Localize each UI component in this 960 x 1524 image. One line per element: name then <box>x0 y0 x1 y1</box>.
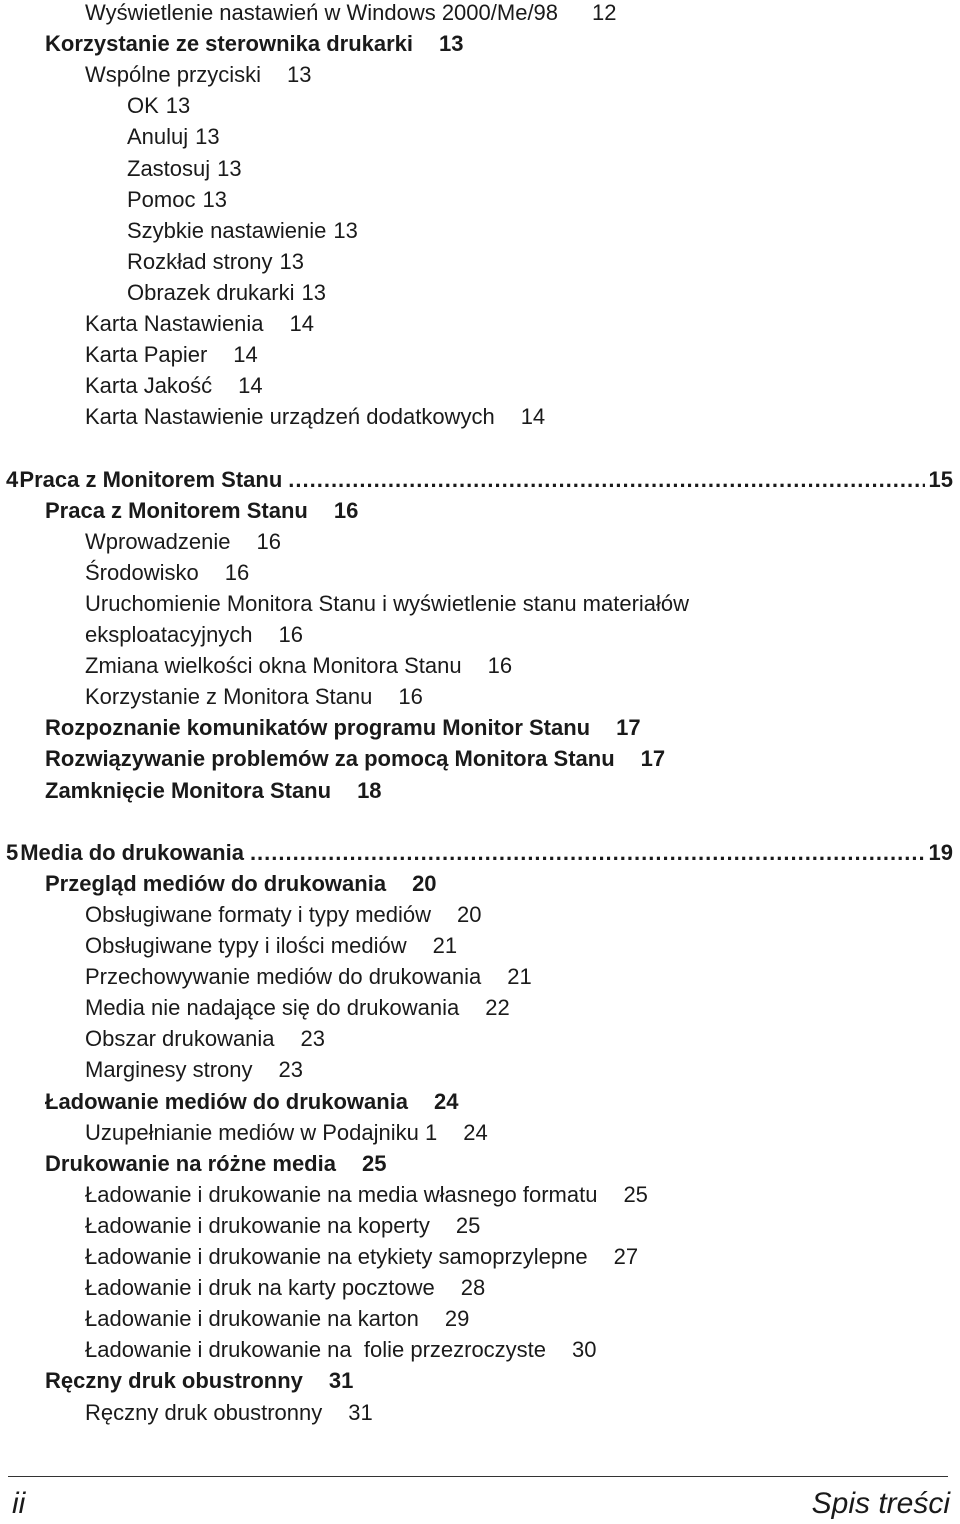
toc-entry-page: 16 <box>256 528 281 554</box>
toc-entry-page: 25 <box>623 1181 648 1207</box>
toc-entry-page: 27 <box>613 1244 639 1269</box>
toc-entry-page: 23 <box>278 1057 303 1083</box>
footer-section-title: Spis treści <box>811 1487 950 1520</box>
toc-entry-page: 14 <box>238 373 263 399</box>
toc-subsection-entry <box>0 899 960 930</box>
toc-entry-page: 17 <box>640 746 666 772</box>
toc-entry-page: 16 <box>278 622 304 647</box>
toc-dot-leader <box>250 837 925 868</box>
toc-entry-title: Wyświetlenie nastawień w Windows 2000/Me/98 <box>85 0 559 25</box>
toc-entry-page: 13 <box>333 217 358 243</box>
toc-subsection-entry <box>0 1397 960 1428</box>
toc-subsection-entry <box>0 121 960 152</box>
toc-entry-title: Zmiana wielkości okna Monitora Stanu <box>85 653 462 679</box>
toc-entry-title: Karta Papier <box>85 342 208 368</box>
toc-chapter-page: 15 <box>928 466 953 492</box>
toc-entry-page: 14 <box>233 342 258 368</box>
toc-subsection-entry <box>0 588 960 619</box>
toc-entry-page: 13 <box>195 124 220 150</box>
toc-entry-title: Obsługiwane typy i ilości mediów <box>85 933 407 958</box>
toc-chapter-entry <box>0 837 953 868</box>
toc-entry-title: Przegląd mediów do drukowania <box>45 870 387 896</box>
toc-chapter-title: Media do drukowania <box>20 839 244 865</box>
toc-section-entry <box>0 743 960 774</box>
toc-entry-title: Zamknięcie Monitora Stanu <box>45 777 332 803</box>
toc-entry-title: Rozkład strony <box>127 248 273 274</box>
toc-entry-title: Praca z Monitorem Stanu <box>45 497 308 523</box>
toc-entry-title: Karta Jakość <box>85 373 213 399</box>
toc-entry-page: 16 <box>398 684 423 710</box>
toc-entry-page: 22 <box>485 995 510 1021</box>
toc-entry-title: Karta Nastawienia <box>85 311 264 336</box>
toc-entry-title: Ładowanie i druk na karty pocztowe <box>85 1275 435 1301</box>
toc-entry-title: Ładowanie mediów do drukowania <box>45 1088 409 1114</box>
toc-subsection-entry <box>0 308 960 339</box>
toc-entry-title: Ładowanie i drukowanie na media własnego formatu <box>85 1181 598 1207</box>
toc-entry-page: 24 <box>434 1088 459 1114</box>
footer-divider <box>8 1476 948 1477</box>
toc-entry-title: Obszar drukowania <box>85 1026 275 1052</box>
toc-entry-page: 21 <box>432 933 458 958</box>
toc-subsection-entry <box>0 1241 960 1272</box>
toc-entry-title: Media nie nadające się do drukowania <box>85 995 460 1021</box>
toc-entry-title: Ładowanie i drukowanie na etykiety samoprzylepne <box>85 1244 588 1269</box>
toc-section-entry <box>0 868 960 899</box>
toc-entry-page: 16 <box>224 559 250 585</box>
toc-subsection-entry <box>0 1023 960 1054</box>
toc-entry-page: 30 <box>572 1337 597 1363</box>
toc-entry-page: 31 <box>348 1399 373 1425</box>
toc-chapter-number: 5 <box>6 839 19 865</box>
toc-entry-title: Rozwiązywanie problemów za pomocą Monitora Stanu <box>45 746 615 772</box>
toc-entry-title: Ładowanie i drukowanie na karton <box>85 1306 419 1332</box>
toc-entry-page: 13 <box>287 62 312 88</box>
toc-entry-page: 13 <box>439 31 464 57</box>
toc-entry-page: 12 <box>592 0 617 25</box>
toc-section-entry <box>0 1148 960 1179</box>
toc-section-entry <box>0 712 960 743</box>
toc-dot-leader <box>288 464 924 495</box>
toc-entry-page: 18 <box>357 777 382 803</box>
toc-subsection-entry <box>0 650 960 681</box>
toc-subsection-entry <box>0 1303 960 1334</box>
toc-subsection-entry <box>0 1117 960 1148</box>
toc-subsection-entry <box>0 930 960 961</box>
toc-subsection-entry <box>0 59 960 90</box>
toc-entry-title: Korzystanie z Monitora Stanu <box>85 684 373 710</box>
toc-entry-page: 24 <box>463 1119 488 1145</box>
toc-subsection-entry <box>0 0 960 28</box>
toc-subsection-entry <box>0 1054 960 1085</box>
toc-entry-page: 13 <box>301 279 326 305</box>
toc-entry-title: Wprowadzenie <box>85 528 231 554</box>
toc-entry-title: Obsługiwane formaty i typy mediów <box>85 901 432 927</box>
toc-section-entry <box>0 495 960 526</box>
toc-subsection-entry <box>0 277 960 308</box>
toc-entry-page: 16 <box>487 653 513 679</box>
toc-subsection-entry <box>0 90 960 121</box>
toc-subsection-entry <box>0 619 960 650</box>
toc-entry-title: Wspólne przyciski <box>85 62 262 88</box>
toc-entry-title: Obrazek drukarki <box>127 279 295 305</box>
toc-entry-title: Uruchomienie Monitora Stanu i wyświetlenie stanu materiałów <box>85 590 690 616</box>
toc-section-entry <box>0 1365 960 1396</box>
toc-subsection-entry <box>0 557 960 588</box>
footer-page-number: ii <box>12 1487 26 1520</box>
toc-entry-page: 13 <box>165 93 191 119</box>
toc-entry-title: OK <box>127 93 159 119</box>
toc-entry-page: 25 <box>455 1212 481 1238</box>
toc-subsection-entry <box>0 1179 960 1210</box>
toc-entry-page: 28 <box>460 1275 486 1301</box>
toc-chapter-entry <box>0 464 953 495</box>
toc-chapter-number: 4 <box>6 466 19 492</box>
toc-entry-page: 13 <box>279 248 304 274</box>
toc-chapter-page: 19 <box>928 839 953 865</box>
toc-subsection-entry <box>0 401 960 432</box>
toc-subsection-entry <box>0 184 960 215</box>
toc-subsection-entry <box>0 370 960 401</box>
toc-entry-title: Przechowywanie mediów do drukowania <box>85 964 482 990</box>
toc-subsection-entry <box>0 526 960 557</box>
toc-entry-page: 21 <box>507 964 532 990</box>
toc-entry-title: Marginesy strony <box>85 1057 253 1083</box>
toc-subsection-entry <box>0 1272 960 1303</box>
toc-entry-page: 13 <box>217 155 242 181</box>
toc-section-entry <box>0 1086 960 1117</box>
toc-subsection-entry <box>0 1334 960 1365</box>
toc-chapter-title: Praca z Monitorem Stanu <box>19 466 283 492</box>
toc-entry-title: Drukowanie na różne media <box>45 1150 336 1176</box>
toc-subsection-entry <box>0 992 960 1023</box>
toc-entry-page: 23 <box>300 1026 326 1052</box>
toc-subsection-entry <box>0 1210 960 1241</box>
toc-entry-title: Uzupełnianie mediów w Podajniku 1 <box>85 1119 438 1145</box>
toc-entry-title: Ładowanie i drukowanie na folie przezroczyste <box>85 1337 547 1363</box>
toc-entry-title: Ładowanie i drukowanie na koperty <box>85 1212 430 1238</box>
toc-entry-title: Ręczny druk obustronny <box>45 1368 303 1394</box>
toc-entry-page: 13 <box>202 186 227 212</box>
toc-entry-page: 16 <box>333 497 359 523</box>
toc-entry-page: 20 <box>457 901 482 927</box>
toc-section-entry <box>0 775 960 806</box>
toc-entry-title: Korzystanie ze sterownika drukarki <box>45 31 414 57</box>
toc-entry-title: Ręczny druk obustronny <box>85 1399 323 1425</box>
toc-subsection-entry <box>0 246 960 277</box>
toc-entry-title: Środowisko <box>85 559 199 585</box>
toc-entry-page: 14 <box>289 311 315 336</box>
toc-entry-title: eksploatacyjnych <box>85 622 253 647</box>
toc-entry-title: Anuluj <box>127 124 189 150</box>
toc-subsection-entry <box>0 681 960 712</box>
toc-entry-page: 20 <box>412 870 437 896</box>
toc-entry-page: 31 <box>328 1368 354 1394</box>
toc-entry-title: Pomoc <box>127 186 196 212</box>
toc-subsection-entry <box>0 153 960 184</box>
toc-entry-title: Rozpoznanie komunikatów programu Monitor Stanu <box>45 715 591 741</box>
toc-subsection-entry <box>0 961 960 992</box>
toc-entry-title: Zastosuj <box>127 155 211 181</box>
toc-entry-page: 14 <box>520 404 546 430</box>
toc-section-entry <box>0 28 960 59</box>
toc-entry-title: Szybkie nastawienie <box>127 217 327 243</box>
toc-entry-page: 25 <box>361 1150 387 1176</box>
toc-entry-page: 29 <box>444 1306 470 1332</box>
toc-subsection-entry <box>0 215 960 246</box>
toc-subsection-entry <box>0 339 960 370</box>
toc-entry-page: 17 <box>616 715 641 741</box>
toc-entry-title: Karta Nastawienie urządzeń dodatkowych <box>85 404 495 430</box>
